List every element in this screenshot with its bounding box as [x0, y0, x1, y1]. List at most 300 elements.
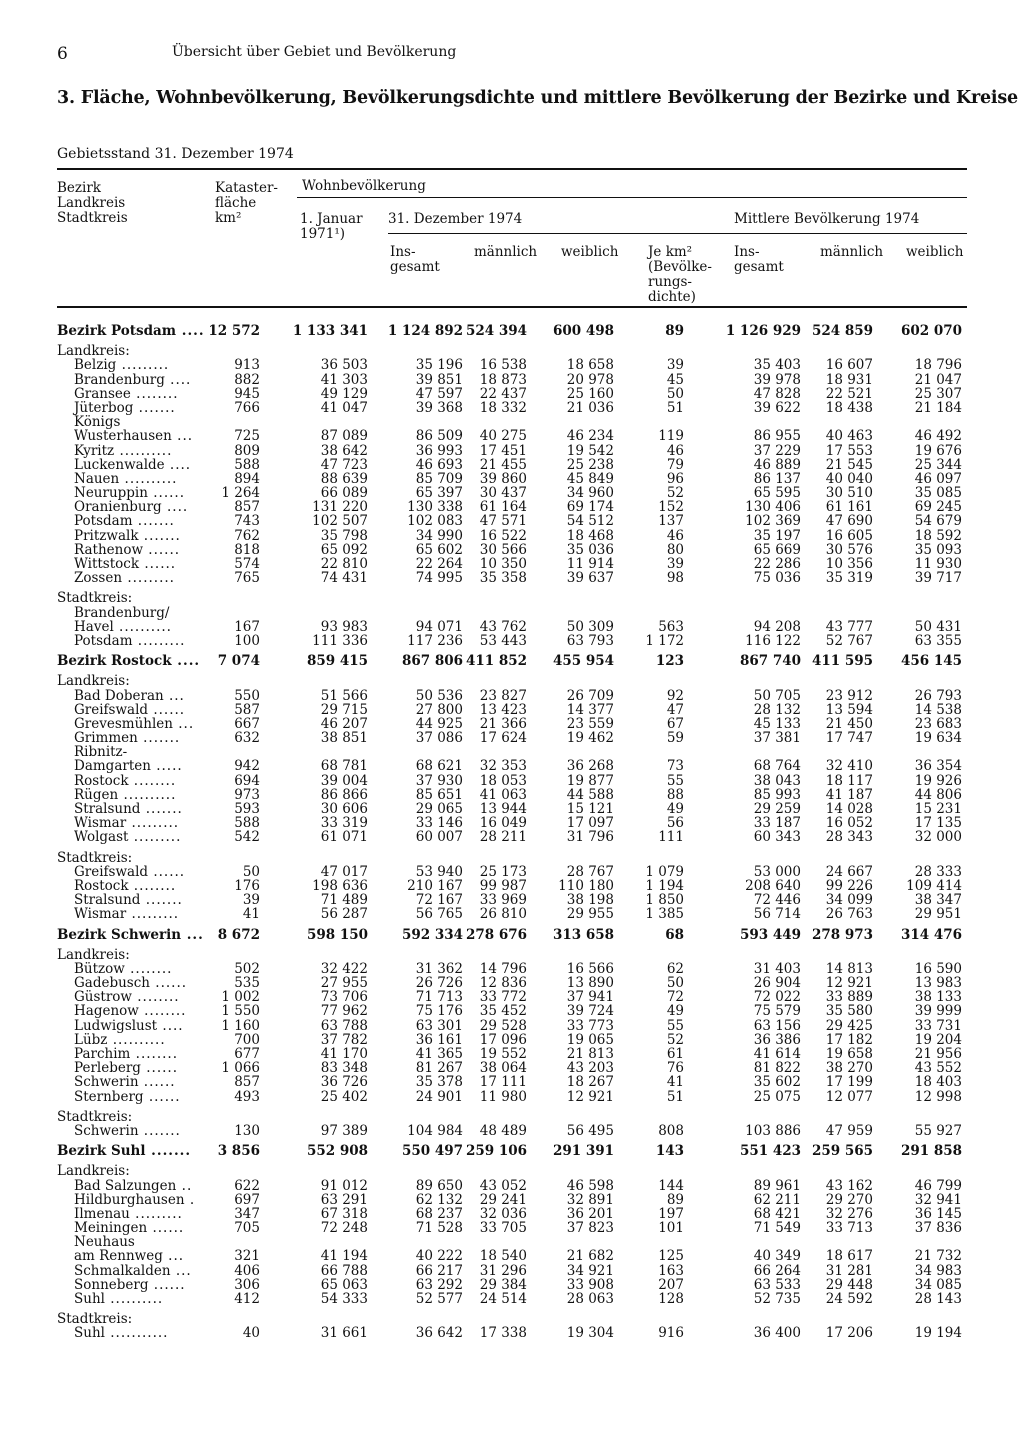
row-label: Nauen ..........	[74, 470, 178, 487]
cell-dez-weiblich: 29 955	[566, 906, 614, 923]
cell-mittel-insgesamt: 208 640	[745, 877, 801, 894]
row-label: Rostock ........	[74, 877, 177, 894]
cell-jan-1971: 54 333	[320, 1291, 368, 1307]
cell-dez-maennlich: 43 762	[479, 618, 527, 635]
table-row	[57, 1061, 967, 1075]
row-label: Sonneberg ......	[74, 1276, 186, 1293]
cell-mittel-weiblich: 19 676	[914, 442, 962, 459]
cell-dichte: 563	[658, 618, 684, 635]
row-label: Suhl ..........	[74, 1291, 164, 1307]
cell-area: 973	[234, 786, 260, 803]
cell-area: 857	[234, 1074, 260, 1091]
cell-mittel-weiblich: 36 145	[914, 1205, 962, 1222]
cell-dez-weiblich: 18 267	[566, 1074, 614, 1091]
cell-area: 913	[234, 357, 260, 374]
header-jan-line1: 1. Januar	[300, 211, 363, 227]
cell-mittel-insgesamt: 86 137	[753, 470, 801, 487]
cell-dichte: 207	[658, 1276, 684, 1293]
table-row	[57, 543, 967, 557]
table-row	[57, 500, 967, 514]
cell-dez-insgesamt: 65 602	[415, 541, 463, 558]
cell-dez-weiblich: 455 954	[552, 653, 614, 670]
cell-mittel-weiblich: 291 858	[900, 1143, 962, 1160]
cell-mittel-insgesamt: 52 735	[753, 1291, 801, 1307]
cell-dichte: 123	[655, 653, 684, 670]
table-row	[57, 816, 967, 830]
cell-mittel-maennlich: 17 747	[825, 730, 873, 747]
row-label: Wusterhausen ...	[74, 428, 194, 445]
cell-mittel-maennlich: 38 270	[825, 1060, 873, 1077]
cell-dez-maennlich: 21 455	[479, 456, 527, 473]
cell-dez-weiblich: 39 724	[566, 1003, 614, 1020]
cell-jan-1971: 73 706	[320, 989, 368, 1006]
leader-dots: ...	[181, 926, 204, 943]
table-row	[57, 1292, 967, 1306]
cell-mittel-maennlich: 47 690	[825, 513, 873, 530]
group-label-row	[57, 606, 967, 620]
cell-dez-weiblich: 20 978	[566, 371, 614, 388]
cell-dez-maennlich: 13 423	[479, 701, 527, 718]
cell-dez-maennlich: 43 052	[479, 1177, 527, 1194]
cell-mittel-insgesamt: 33 187	[753, 815, 801, 832]
cell-jan-1971: 36 726	[320, 1074, 368, 1091]
cell-mittel-insgesamt: 63 156	[753, 1017, 801, 1034]
row-label: Schwerin ......	[74, 1074, 176, 1091]
cell-mittel-maennlich: 40 463	[825, 428, 873, 445]
cell-area: 725	[234, 428, 260, 445]
cell-dichte: 119	[658, 428, 684, 445]
table-row	[57, 1326, 967, 1340]
cell-mittel-weiblich: 37 836	[914, 1220, 962, 1237]
cell-dez-weiblich: 19 065	[566, 1031, 614, 1048]
cell-dez-weiblich: 13 890	[566, 975, 614, 992]
cell-mittel-weiblich: 35 085	[914, 485, 962, 502]
table-row	[57, 1278, 967, 1292]
cell-dez-weiblich: 23 559	[566, 715, 614, 732]
cell-mittel-weiblich: 54 679	[914, 513, 962, 530]
cell-mittel-insgesamt: 593 449	[739, 926, 801, 943]
cell-mittel-maennlich: 18 617	[825, 1248, 873, 1265]
table-row	[57, 514, 967, 528]
row-label: Ribnitz-	[74, 744, 128, 761]
cell-dez-insgesamt: 36 161	[415, 1031, 463, 1048]
cell-dez-weiblich: 19 542	[566, 442, 614, 459]
table-row	[57, 717, 967, 731]
cell-area: 412	[234, 1291, 260, 1307]
cell-dez-insgesamt: 130 338	[407, 499, 463, 516]
cell-mittel-insgesamt: 28 132	[753, 701, 801, 718]
row-label: Gransee ........	[74, 385, 179, 402]
cell-mittel-maennlich: 16 605	[825, 527, 873, 544]
cell-dichte: 50	[666, 975, 684, 992]
cell-dez-maennlich: 47 571	[479, 513, 527, 530]
table-row	[57, 759, 967, 773]
cell-dez-weiblich: 36 201	[566, 1205, 614, 1222]
table-row	[57, 1179, 967, 1193]
table-body	[57, 318, 967, 1341]
cell-mittel-maennlich: 14 028	[825, 801, 873, 817]
cell-jan-1971: 61 071	[320, 829, 368, 846]
row-label: Rostock ........	[74, 772, 177, 789]
cell-dez-weiblich: 15 121	[566, 801, 614, 817]
cell-jan-1971: 63 291	[320, 1191, 368, 1208]
cell-jan-1971: 38 642	[320, 442, 368, 459]
cell-area: 743	[234, 513, 260, 530]
cell-jan-1971: 67 318	[320, 1205, 368, 1222]
cell-mittel-insgesamt: 94 208	[753, 618, 801, 635]
row-label: Brandenburg/	[74, 604, 170, 621]
header-region	[57, 181, 128, 226]
cell-dichte: 51	[666, 1088, 684, 1105]
cell-mittel-maennlich: 278 973	[811, 926, 873, 943]
header-maennlich: männlich	[474, 244, 538, 260]
table-row	[57, 879, 967, 893]
cell-mittel-weiblich: 18 592	[914, 527, 962, 544]
group-label-row	[57, 1312, 967, 1326]
cell-dez-weiblich: 110 180	[558, 877, 614, 894]
table-row	[57, 976, 967, 990]
cell-dez-insgesamt: 71 713	[415, 989, 463, 1006]
row-label: Lübz ..........	[74, 1031, 166, 1048]
cell-dez-weiblich: 19 304	[566, 1325, 614, 1342]
cell-mittel-maennlich: 35 580	[825, 1003, 873, 1020]
row-label: Bad Doberan ...	[74, 687, 185, 704]
row-label: Stadtkreis:	[57, 849, 133, 866]
cell-dez-weiblich: 35 036	[566, 541, 614, 558]
cell-dichte: 50	[666, 385, 684, 402]
cell-dez-insgesamt: 39 851	[415, 371, 463, 388]
cell-dez-maennlich: 17 451	[479, 442, 527, 459]
cell-dichte: 49	[666, 1003, 684, 1020]
cell-dichte: 59	[666, 730, 684, 747]
row-label: Luckenwalde ....	[74, 456, 192, 473]
table-row	[57, 1004, 967, 1018]
cell-mittel-weiblich: 38 347	[914, 892, 962, 909]
cell-area: 550	[234, 687, 260, 704]
cell-mittel-maennlich: 17 206	[825, 1325, 873, 1342]
row-label: Rügen ..........	[74, 786, 177, 803]
cell-area: 700	[234, 1031, 260, 1048]
cell-mittel-insgesamt: 71 549	[753, 1220, 801, 1237]
cell-dichte: 68	[665, 926, 684, 943]
bezirk-row	[57, 654, 967, 668]
row-label: Damgarten .....	[74, 758, 183, 775]
cell-dichte: 46	[666, 527, 684, 544]
leader-dots: ...	[162, 1248, 185, 1265]
cell-jan-1971: 111 336	[312, 632, 368, 649]
leader-dots: .	[184, 1191, 196, 1208]
cell-dez-maennlich: 35 358	[479, 570, 527, 587]
cell-dez-maennlich: 25 173	[479, 863, 527, 880]
cell-jan-1971: 88 639	[320, 470, 368, 487]
row-label: Stadtkreis:	[57, 1311, 133, 1328]
cell-area: 588	[234, 456, 260, 473]
cell-mittel-maennlich: 32 276	[825, 1205, 873, 1222]
cell-area: 882	[234, 371, 260, 388]
cell-mittel-maennlich: 13 594	[825, 701, 873, 718]
row-label: Jüterbog .......	[74, 399, 176, 416]
table-row	[57, 907, 967, 921]
row-label: Stadtkreis:	[57, 1108, 133, 1125]
cell-area: 942	[234, 758, 260, 775]
table-row	[57, 458, 967, 472]
cell-dez-maennlich: 31 296	[479, 1262, 527, 1279]
cell-dez-maennlich: 30 437	[479, 485, 527, 502]
cell-area: 347	[234, 1205, 260, 1222]
table-row	[57, 444, 967, 458]
cell-area: 321	[234, 1248, 260, 1265]
table-row	[57, 373, 967, 387]
cell-mittel-maennlich: 43 777	[825, 618, 873, 635]
cell-dez-maennlich: 10 350	[479, 556, 527, 572]
cell-dichte: 62	[666, 960, 684, 977]
cell-jan-1971: 66 089	[320, 485, 368, 502]
leader-dots: ......	[143, 541, 181, 558]
table-row	[57, 529, 967, 543]
cell-jan-1971: 97 389	[320, 1122, 368, 1139]
cell-jan-1971: 29 715	[320, 701, 368, 718]
cell-mittel-weiblich: 19 634	[914, 730, 962, 747]
cell-dez-weiblich: 19 462	[566, 730, 614, 747]
cell-mittel-weiblich: 32 000	[914, 829, 962, 846]
cell-dichte: 128	[658, 1291, 684, 1307]
row-label: Potsdam .......	[74, 513, 175, 530]
cell-mittel-insgesamt: 36 400	[753, 1325, 801, 1342]
cell-mittel-insgesamt: 39 622	[753, 399, 801, 416]
cell-mittel-weiblich: 21 047	[914, 371, 962, 388]
cell-mittel-insgesamt: 65 595	[753, 485, 801, 502]
cell-dez-insgesamt: 46 693	[415, 456, 463, 473]
cell-mittel-weiblich: 13 983	[914, 975, 962, 992]
leader-dots: ......	[147, 1220, 185, 1237]
leader-dots: .......	[133, 399, 176, 416]
cell-mittel-maennlich: 29 425	[825, 1017, 873, 1034]
header-dichte-line4: dichte)	[648, 289, 696, 305]
leader-dots: ........	[124, 960, 173, 977]
running-head: Übersicht über Gebiet und Bevölkerung	[172, 44, 457, 60]
cell-mittel-weiblich: 32 941	[914, 1191, 962, 1208]
cell-dez-maennlich: 33 705	[479, 1220, 527, 1237]
cell-dez-insgesamt: 53 940	[415, 863, 463, 880]
cell-mittel-weiblich: 25 344	[914, 456, 962, 473]
row-label: Hildburghausen .	[74, 1191, 196, 1208]
cell-dez-insgesamt: 72 167	[415, 892, 463, 909]
cell-dichte: 88	[666, 786, 684, 803]
cell-mittel-insgesamt: 68 764	[753, 758, 801, 775]
cell-mittel-maennlich: 30 510	[825, 485, 873, 502]
cell-dez-maennlich: 17 338	[479, 1325, 527, 1342]
cell-area: 502	[234, 960, 260, 977]
cell-mittel-weiblich: 39 717	[914, 570, 962, 587]
cell-mittel-weiblich: 50 431	[914, 618, 962, 635]
cell-dez-insgesamt: 74 995	[415, 570, 463, 587]
cell-jan-1971: 32 422	[320, 960, 368, 977]
leader-dots: .........	[126, 815, 180, 832]
row-label: Bad Salzungen ..	[74, 1177, 193, 1194]
cell-dez-weiblich: 21 813	[566, 1046, 614, 1062]
cell-mittel-weiblich: 456 145	[900, 653, 962, 670]
leader-dots: ........	[138, 1003, 187, 1020]
cell-mittel-insgesamt: 37 229	[753, 442, 801, 459]
cell-mittel-maennlich: 259 565	[811, 1143, 873, 1160]
row-label: Brandenburg ....	[74, 371, 192, 388]
cell-dez-insgesamt: 36 993	[415, 442, 463, 459]
cell-mittel-maennlich: 41 187	[825, 786, 873, 803]
leader-dots: ....	[164, 456, 192, 473]
cell-mittel-insgesamt: 36 386	[753, 1031, 801, 1048]
cell-dez-insgesamt: 41 365	[415, 1046, 463, 1062]
cell-area: 12 572	[208, 323, 260, 339]
header-insgesamt2-line2: gesamt	[734, 259, 784, 275]
cell-mittel-insgesamt: 75 579	[753, 1003, 801, 1020]
cell-area: 1 066	[221, 1060, 260, 1077]
leader-dots: .......	[138, 1122, 181, 1139]
cell-dichte: 143	[655, 1143, 684, 1160]
cell-mittel-weiblich: 21 956	[914, 1046, 962, 1062]
cell-area: 593	[234, 801, 260, 817]
cell-mittel-insgesamt: 81 822	[753, 1060, 801, 1077]
cell-mittel-maennlich: 31 281	[825, 1262, 873, 1279]
cell-area: 857	[234, 499, 260, 516]
cell-dez-insgesamt: 24 901	[415, 1088, 463, 1105]
cell-mittel-insgesamt: 39 978	[753, 371, 801, 388]
cell-mittel-insgesamt: 116 122	[745, 632, 801, 649]
cell-dez-weiblich: 313 658	[552, 926, 614, 943]
cell-dez-insgesamt: 62 132	[415, 1191, 463, 1208]
cell-dez-insgesamt: 86 509	[415, 428, 463, 445]
cell-mittel-weiblich: 39 999	[914, 1003, 962, 1020]
cell-area: 1 160	[221, 1017, 260, 1034]
cell-mittel-insgesamt: 867 740	[739, 653, 801, 670]
cell-mittel-insgesamt: 86 955	[753, 428, 801, 445]
row-label: Wolgast .........	[74, 829, 182, 846]
table-row	[57, 689, 967, 703]
header-mittlere: Mittlere Bevölkerung 1974	[734, 211, 920, 227]
row-label: Schwerin .......	[74, 1122, 181, 1139]
cell-dez-weiblich: 291 391	[552, 1143, 614, 1160]
cell-jan-1971: 859 415	[306, 653, 368, 670]
header-jan-line2: 1971¹)	[300, 226, 346, 242]
cell-area: 632	[234, 730, 260, 747]
leader-dots: ..........	[119, 470, 178, 487]
cell-dez-weiblich: 16 566	[566, 960, 614, 977]
cell-dez-insgesamt: 68 621	[415, 758, 463, 775]
cell-mittel-maennlich: 52 767	[825, 632, 873, 649]
table-row	[57, 401, 967, 415]
cell-area: 765	[234, 570, 260, 587]
row-label: Bezirk Rostock ....	[57, 653, 201, 670]
cell-dez-insgesamt: 210 167	[407, 877, 463, 894]
table-row	[57, 830, 967, 844]
cell-mittel-weiblich: 28 143	[914, 1291, 962, 1307]
leader-dots: ...	[172, 715, 195, 732]
cell-dichte: 47	[666, 701, 684, 718]
cell-area: 40	[242, 1325, 260, 1342]
cell-area: 1 264	[221, 485, 260, 502]
cell-dichte: 197	[658, 1205, 684, 1222]
table-row	[57, 703, 967, 717]
cell-mittel-insgesamt: 75 036	[753, 570, 801, 587]
cell-mittel-insgesamt: 130 406	[745, 499, 801, 516]
leader-dots: ....	[176, 323, 205, 339]
cell-dichte: 55	[666, 772, 684, 789]
cell-dez-maennlich: 21 366	[479, 715, 527, 732]
leader-dots: ........	[128, 772, 177, 789]
cell-area: 130	[234, 1122, 260, 1139]
row-label: Oranienburg ....	[74, 499, 189, 516]
cell-dez-insgesamt: 117 236	[407, 632, 463, 649]
cell-jan-1971: 68 781	[320, 758, 368, 775]
table-row	[57, 1207, 967, 1221]
cell-dichte: 41	[666, 1074, 684, 1091]
cell-mittel-maennlich: 24 592	[825, 1291, 873, 1307]
cell-dez-weiblich: 33 773	[566, 1017, 614, 1034]
cell-jan-1971: 93 983	[320, 618, 368, 635]
table-row	[57, 990, 967, 1004]
leader-dots: ........	[130, 1046, 178, 1062]
cell-area: 894	[234, 470, 260, 487]
leader-dots: ......	[147, 485, 185, 502]
group-label-row	[57, 415, 967, 429]
cell-dez-weiblich: 28 767	[566, 863, 614, 880]
cell-dichte: 163	[658, 1262, 684, 1279]
row-label: Suhl ...........	[74, 1325, 169, 1342]
leader-dots: .......	[137, 730, 181, 747]
cell-dez-weiblich: 21 682	[566, 1248, 614, 1265]
row-label: Rathenow ......	[74, 541, 181, 558]
cell-dez-insgesamt: 33 146	[415, 815, 463, 832]
cell-dez-weiblich: 12 921	[566, 1088, 614, 1105]
row-label: Bezirk Potsdam ....	[57, 323, 205, 339]
row-label: Havel ..........	[74, 618, 172, 635]
cell-dez-insgesamt: 37 930	[415, 772, 463, 789]
cell-dichte: 51	[666, 399, 684, 416]
cell-jan-1971: 41 303	[320, 371, 368, 388]
cell-mittel-weiblich: 28 333	[914, 863, 962, 880]
page-title: 3. Fläche, Wohnbevölkerung, Bevölkerungsdichte und mittlere Bevölkerung der Bezirke und Kreise	[57, 88, 1018, 108]
cell-mittel-maennlich: 43 162	[825, 1177, 873, 1194]
cell-mittel-insgesamt: 60 343	[753, 829, 801, 846]
cell-dez-weiblich: 56 495	[566, 1122, 614, 1139]
leader-dots: .........	[116, 357, 170, 374]
cell-mittel-insgesamt: 25 075	[753, 1088, 801, 1105]
row-label: Greifswald ......	[74, 701, 186, 718]
cell-mittel-maennlich: 47 959	[825, 1122, 873, 1139]
cell-jan-1971: 66 788	[320, 1262, 368, 1279]
cell-mittel-maennlich: 411 595	[811, 653, 873, 670]
header-area	[215, 181, 278, 226]
leader-dots: .........	[132, 632, 186, 649]
cell-jan-1971: 41 047	[320, 399, 368, 416]
cell-dichte: 76	[666, 1060, 684, 1077]
cell-dez-maennlich: 411 852	[465, 653, 527, 670]
header-dichte-line3: rungs-	[648, 274, 692, 290]
group-label-row	[57, 591, 967, 605]
cell-dez-maennlich: 23 827	[479, 687, 527, 704]
bezirk-row	[57, 324, 967, 338]
cell-mittel-maennlich: 19 658	[825, 1046, 873, 1062]
row-label: Grimmen .......	[74, 730, 181, 747]
cell-mittel-weiblich: 46 492	[914, 428, 962, 445]
cell-mittel-insgesamt: 29 259	[753, 801, 801, 817]
row-label: Landkreis:	[57, 673, 130, 690]
row-label: Stadtkreis:	[57, 590, 133, 607]
cell-mittel-insgesamt: 31 403	[753, 960, 801, 977]
cell-dez-maennlich: 33 772	[479, 989, 527, 1006]
leader-dots: .........	[122, 570, 175, 587]
cell-dez-insgesamt: 22 264	[415, 556, 463, 572]
cell-mittel-insgesamt: 72 446	[753, 892, 801, 909]
